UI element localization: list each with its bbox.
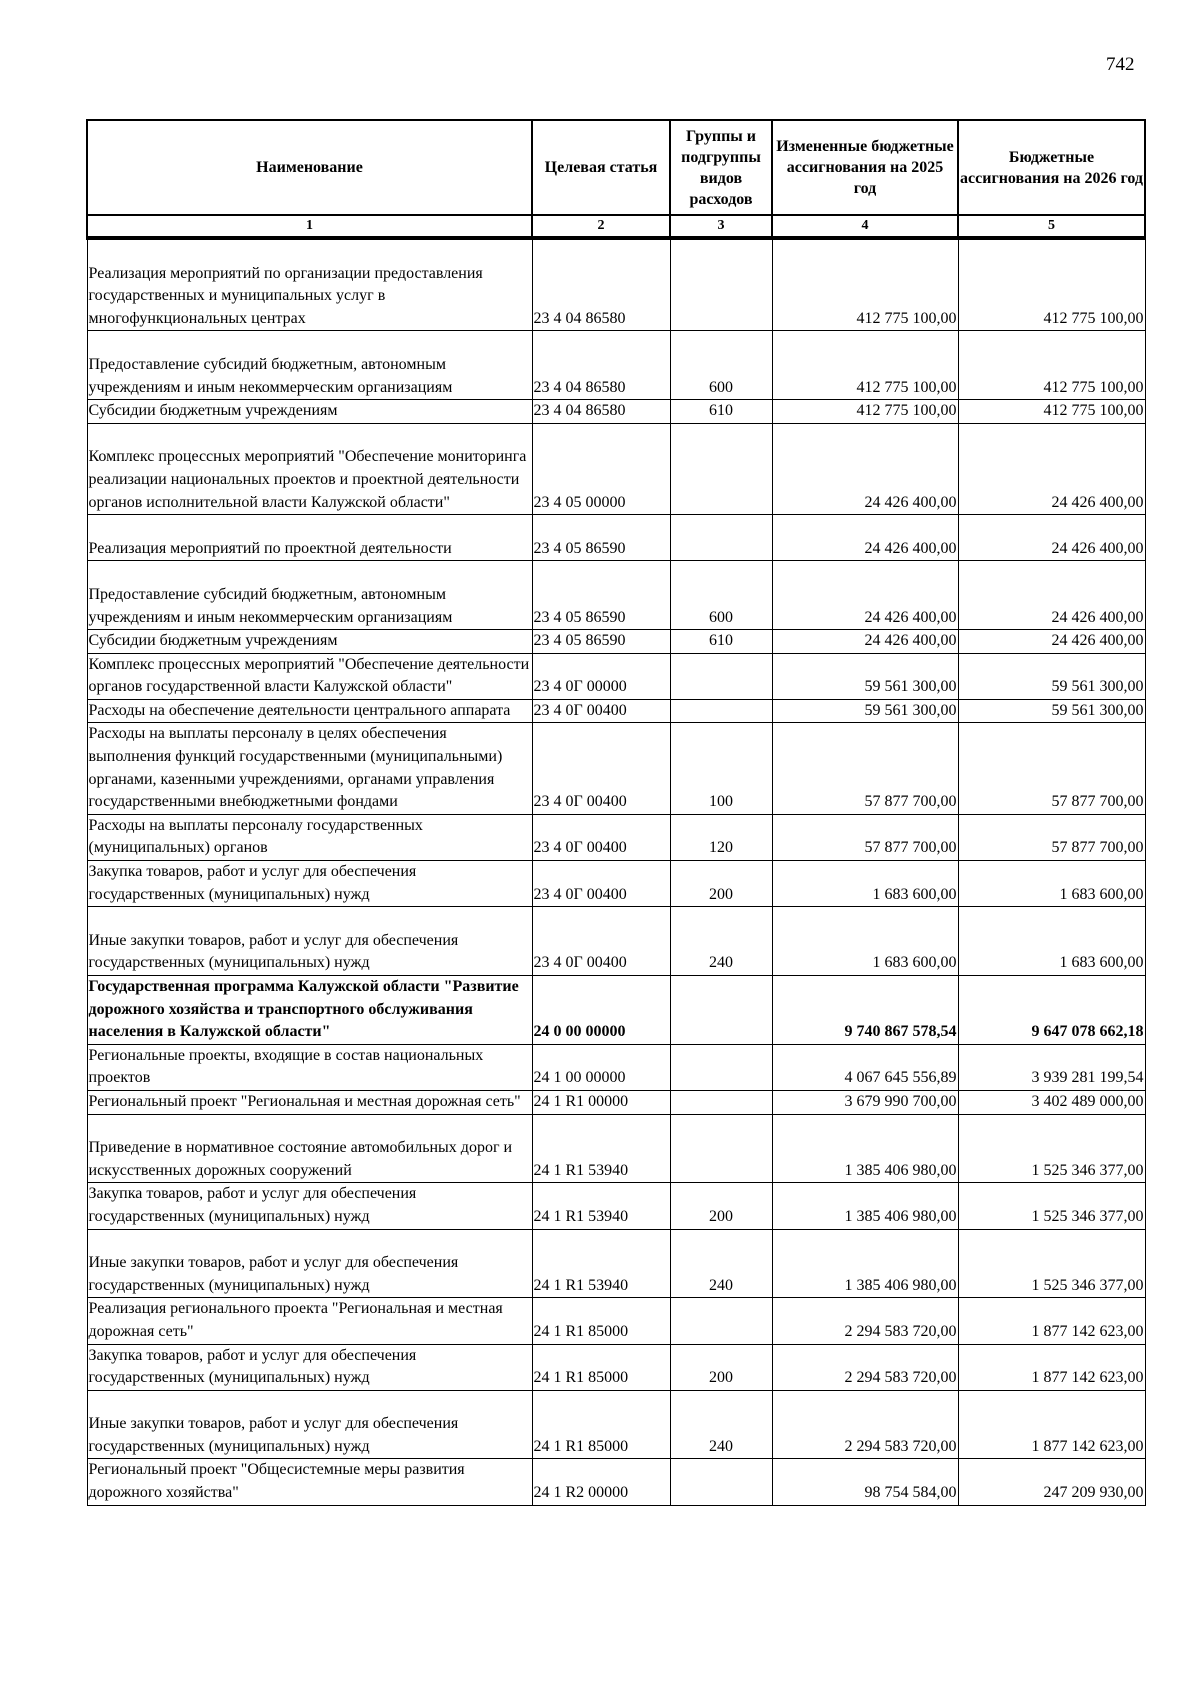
row-target-article-cell: 24 1 00 00000: [532, 1044, 670, 1090]
row-amount-2026-cell: 59 561 300,00: [958, 699, 1145, 723]
row-amount-2025-cell: 1 683 600,00: [772, 907, 958, 976]
row-amount-2025-cell: 24 426 400,00: [772, 423, 958, 514]
row-target-article-cell: 24 1 R1 53940: [532, 1183, 670, 1229]
row-name-cell: Расходы на обеспечение деятельности центрального аппарата: [87, 699, 532, 723]
table-row: [87, 976, 1145, 1045]
row-target-article-cell: 24 1 R1 53940: [532, 1114, 670, 1183]
row-name-cell: Предоставление субсидий бюджетным, автономным учреждениям и иным некоммерческим организациям: [87, 561, 532, 630]
row-target-article-cell: 23 4 0Г 00400: [532, 861, 670, 907]
row-target-article-cell: 23 4 04 86580: [532, 238, 670, 331]
row-expense-group-cell: 600: [670, 561, 772, 630]
row-amount-2026-cell: 412 775 100,00: [958, 238, 1145, 331]
table-row: [87, 515, 1145, 561]
row-amount-2025-cell: 24 426 400,00: [772, 515, 958, 561]
table-row: [87, 1183, 1145, 1229]
table-row: [87, 814, 1145, 860]
row-expense-group-cell: [670, 976, 772, 1045]
row-name-cell: Комплекс процессных мероприятий "Обеспечение мониторинга реализации национальных проектов и проектной деятельности органов исполнительной власти Калужской области": [87, 423, 532, 514]
row-target-article-cell: 23 4 0Г 00400: [532, 723, 670, 814]
table-row: [87, 238, 1145, 331]
row-name-cell: Закупка товаров, работ и услуг для обеспечения государственных (муниципальных) нужд: [87, 1344, 532, 1390]
row-amount-2026-cell: 9 647 078 662,18: [958, 976, 1145, 1045]
column-number: 2: [532, 215, 670, 238]
row-name-cell: Иные закупки товаров, работ и услуг для обеспечения государственных (муниципальных) нужд: [87, 1390, 532, 1459]
row-amount-2026-cell: 24 426 400,00: [958, 515, 1145, 561]
row-amount-2026-cell: 412 775 100,00: [958, 331, 1145, 400]
row-name-cell: Расходы на выплаты персоналу государственных (муниципальных) органов: [87, 814, 532, 860]
row-target-article-cell: 24 1 R1 85000: [532, 1298, 670, 1344]
row-amount-2026-cell: 59 561 300,00: [958, 653, 1145, 699]
column-number: 3: [670, 215, 772, 238]
row-amount-2026-cell: 3 939 281 199,54: [958, 1044, 1145, 1090]
row-expense-group-cell: 120: [670, 814, 772, 860]
table-row: [87, 699, 1145, 723]
row-expense-group-cell: [670, 1044, 772, 1090]
row-amount-2026-cell: 1 877 142 623,00: [958, 1298, 1145, 1344]
row-name-cell: Субсидии бюджетным учреждениям: [87, 630, 532, 654]
row-expense-group-cell: [670, 1459, 772, 1505]
row-expense-group-cell: 200: [670, 1344, 772, 1390]
table-row: [87, 561, 1145, 630]
row-name-cell: Комплекс процессных мероприятий "Обеспечение деятельности органов государственной власти Калужской области": [87, 653, 532, 699]
column-number: 4: [772, 215, 958, 238]
row-expense-group-cell: 600: [670, 331, 772, 400]
header-target-article: Целевая статья: [532, 120, 670, 215]
row-target-article-cell: 23 4 05 00000: [532, 423, 670, 514]
table-row: [87, 1344, 1145, 1390]
table-row: [87, 400, 1145, 424]
row-expense-group-cell: 240: [670, 1390, 772, 1459]
header-amount-2026: Бюджетные ассигнования на 2026 год: [958, 120, 1145, 215]
row-amount-2026-cell: 1 683 600,00: [958, 861, 1145, 907]
row-amount-2025-cell: 1 385 406 980,00: [772, 1229, 958, 1298]
row-amount-2026-cell: 1 683 600,00: [958, 907, 1145, 976]
table-row: [87, 1229, 1145, 1298]
table-row: [87, 423, 1145, 514]
row-target-article-cell: 23 4 04 86580: [532, 400, 670, 424]
table-row: [87, 653, 1145, 699]
row-amount-2025-cell: 1 385 406 980,00: [772, 1183, 958, 1229]
row-amount-2025-cell: 1 385 406 980,00: [772, 1114, 958, 1183]
row-expense-group-cell: [670, 238, 772, 331]
table-row: [87, 1044, 1145, 1090]
row-target-article-cell: 23 4 05 86590: [532, 630, 670, 654]
row-name-cell: Предоставление субсидий бюджетным, автономным учреждениям и иным некоммерческим организациям: [87, 331, 532, 400]
row-expense-group-cell: [670, 1298, 772, 1344]
row-amount-2025-cell: 24 426 400,00: [772, 561, 958, 630]
row-name-cell: Иные закупки товаров, работ и услуг для обеспечения государственных (муниципальных) нужд: [87, 1229, 532, 1298]
table-header-row: [87, 120, 1145, 215]
row-expense-group-cell: [670, 1114, 772, 1183]
row-target-article-cell: 23 4 04 86580: [532, 331, 670, 400]
row-expense-group-cell: 610: [670, 400, 772, 424]
row-name-cell: Иные закупки товаров, работ и услуг для обеспечения государственных (муниципальных) нужд: [87, 907, 532, 976]
column-number: 5: [958, 215, 1145, 238]
row-expense-group-cell: [670, 423, 772, 514]
row-target-article-cell: 23 4 0Г 00400: [532, 907, 670, 976]
row-amount-2026-cell: 1 877 142 623,00: [958, 1390, 1145, 1459]
table-body: [87, 238, 1145, 1505]
table-row: [87, 1114, 1145, 1183]
row-amount-2026-cell: 247 209 930,00: [958, 1459, 1145, 1505]
row-expense-group-cell: 200: [670, 861, 772, 907]
row-amount-2025-cell: 412 775 100,00: [772, 400, 958, 424]
row-target-article-cell: 24 1 R1 00000: [532, 1090, 670, 1114]
table-row: [87, 907, 1145, 976]
row-amount-2026-cell: 57 877 700,00: [958, 723, 1145, 814]
row-target-article-cell: 23 4 0Г 00000: [532, 653, 670, 699]
row-amount-2025-cell: 59 561 300,00: [772, 699, 958, 723]
row-amount-2025-cell: 412 775 100,00: [772, 331, 958, 400]
table-row: [87, 331, 1145, 400]
row-name-cell: Государственная программа Калужской области "Развитие дорожного хозяйства и транспортного обслуживания населения в Калужской области": [87, 976, 532, 1045]
table-row: [87, 723, 1145, 814]
row-amount-2026-cell: 412 775 100,00: [958, 400, 1145, 424]
row-name-cell: Расходы на выплаты персоналу в целях обеспечения выполнения функций государственными (муниципальными) органами, казенными учреждениями, органами управления государственными внебюджетными фондами: [87, 723, 532, 814]
page-number: 742: [1106, 54, 1135, 75]
row-expense-group-cell: 200: [670, 1183, 772, 1229]
row-target-article-cell: 23 4 05 86590: [532, 515, 670, 561]
row-target-article-cell: 24 1 R1 85000: [532, 1344, 670, 1390]
row-amount-2025-cell: 2 294 583 720,00: [772, 1298, 958, 1344]
row-amount-2025-cell: 98 754 584,00: [772, 1459, 958, 1505]
row-name-cell: Реализация мероприятий по проектной деятельности: [87, 515, 532, 561]
header-amount-2025: Измененные бюджетные ассигнования на 2025 год: [772, 120, 958, 215]
table-row: [87, 1459, 1145, 1505]
table-row: [87, 630, 1145, 654]
row-target-article-cell: 24 0 00 00000: [532, 976, 670, 1045]
row-expense-group-cell: 240: [670, 1229, 772, 1298]
row-amount-2025-cell: 59 561 300,00: [772, 653, 958, 699]
row-amount-2026-cell: 1 525 346 377,00: [958, 1183, 1145, 1229]
row-amount-2025-cell: 1 683 600,00: [772, 861, 958, 907]
row-amount-2026-cell: 1 525 346 377,00: [958, 1229, 1145, 1298]
row-amount-2026-cell: 24 426 400,00: [958, 561, 1145, 630]
row-expense-group-cell: 240: [670, 907, 772, 976]
row-amount-2025-cell: 2 294 583 720,00: [772, 1344, 958, 1390]
row-amount-2026-cell: 1 877 142 623,00: [958, 1344, 1145, 1390]
row-target-article-cell: 23 4 0Г 00400: [532, 699, 670, 723]
row-amount-2025-cell: 9 740 867 578,54: [772, 976, 958, 1045]
row-target-article-cell: 23 4 0Г 00400: [532, 814, 670, 860]
row-amount-2025-cell: 3 679 990 700,00: [772, 1090, 958, 1114]
row-expense-group-cell: [670, 515, 772, 561]
header-name: Наименование: [87, 120, 532, 215]
row-name-cell: Реализация мероприятий по организации предоставления государственных и муниципальных услуг в многофункциональных центрах: [87, 238, 532, 331]
header-expense-groups: Группы и подгруппы видов расходов: [670, 120, 772, 215]
row-amount-2025-cell: 57 877 700,00: [772, 723, 958, 814]
row-target-article-cell: 24 1 R1 85000: [532, 1390, 670, 1459]
table-row: [87, 1390, 1145, 1459]
table-row: [87, 1090, 1145, 1114]
budget-table: [86, 119, 1146, 1506]
row-name-cell: Приведение в нормативное состояние автомобильных дорог и искусственных дорожных сооружений: [87, 1114, 532, 1183]
row-name-cell: Реализация регионального проекта "Региональная и местная дорожная сеть": [87, 1298, 532, 1344]
row-amount-2026-cell: 24 426 400,00: [958, 630, 1145, 654]
row-expense-group-cell: 610: [670, 630, 772, 654]
row-amount-2026-cell: 3 402 489 000,00: [958, 1090, 1145, 1114]
row-name-cell: Региональный проект "Общесистемные меры развития дорожного хозяйства": [87, 1459, 532, 1505]
row-amount-2025-cell: 2 294 583 720,00: [772, 1390, 958, 1459]
row-name-cell: Региональные проекты, входящие в состав национальных проектов: [87, 1044, 532, 1090]
row-amount-2025-cell: 4 067 645 556,89: [772, 1044, 958, 1090]
row-target-article-cell: 24 1 R1 53940: [532, 1229, 670, 1298]
column-number: 1: [87, 215, 532, 238]
row-amount-2025-cell: 412 775 100,00: [772, 238, 958, 331]
row-target-article-cell: 24 1 R2 00000: [532, 1459, 670, 1505]
row-expense-group-cell: [670, 699, 772, 723]
row-expense-group-cell: [670, 1090, 772, 1114]
row-name-cell: Закупка товаров, работ и услуг для обеспечения государственных (муниципальных) нужд: [87, 1183, 532, 1229]
column-number-row: [87, 215, 1145, 238]
row-amount-2026-cell: 24 426 400,00: [958, 423, 1145, 514]
row-amount-2025-cell: 57 877 700,00: [772, 814, 958, 860]
row-amount-2026-cell: 57 877 700,00: [958, 814, 1145, 860]
row-amount-2026-cell: 1 525 346 377,00: [958, 1114, 1145, 1183]
row-name-cell: Субсидии бюджетным учреждениям: [87, 400, 532, 424]
row-expense-group-cell: [670, 653, 772, 699]
table-row: [87, 861, 1145, 907]
table-row: [87, 1298, 1145, 1344]
row-target-article-cell: 23 4 05 86590: [532, 561, 670, 630]
row-name-cell: Региональный проект "Региональная и местная дорожная сеть": [87, 1090, 532, 1114]
row-amount-2025-cell: 24 426 400,00: [772, 630, 958, 654]
row-expense-group-cell: 100: [670, 723, 772, 814]
row-name-cell: Закупка товаров, работ и услуг для обеспечения государственных (муниципальных) нужд: [87, 861, 532, 907]
